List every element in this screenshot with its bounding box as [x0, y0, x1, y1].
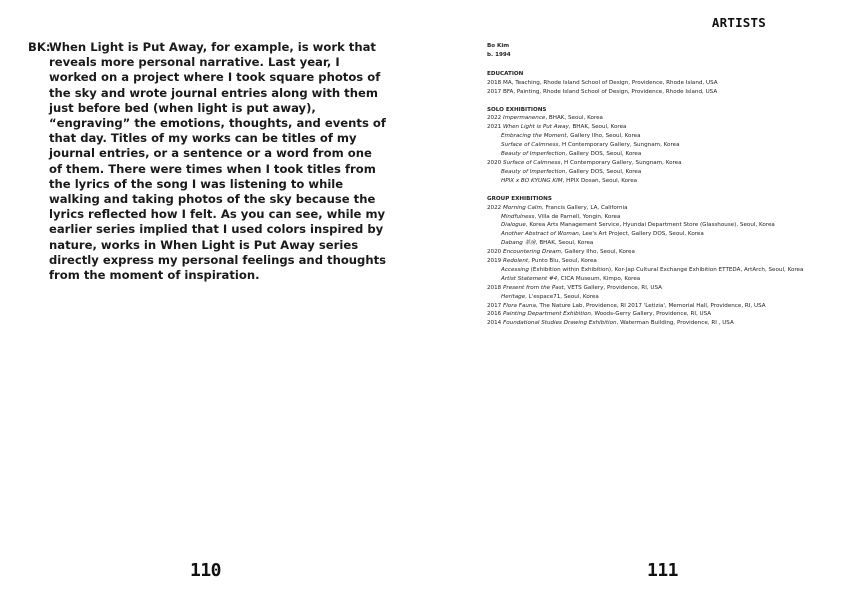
exhibition-entry: [487, 132, 863, 141]
page-number-left: 110: [190, 560, 222, 581]
exhibition-entry: [487, 213, 863, 222]
artist-birth: b. 1994: [487, 51, 511, 58]
exhibition-details: , VETS Gallery, Providence, RI, USA: [563, 284, 662, 291]
exhibition-details: (Exhibition within Exhibition), Kor-Jap Cultural Exchange Exhibition ETTEDA, ArtArch, Seoul, Korea: [528, 266, 804, 273]
exhibition-entry: [487, 284, 863, 293]
section-header: ARTISTS: [711, 15, 766, 30]
exhibition-title: Mindfulness: [501, 213, 535, 220]
exhibition-title: Another Abstract of Woman: [501, 231, 579, 238]
exhibition-year: 2019: [487, 258, 502, 265]
exhibition-title: Heritage: [501, 293, 526, 300]
exhibition-details: , Lee's Art Project, Gallery DOS, Seoul, Korea: [578, 231, 704, 238]
education-heading: EDUCATION: [487, 70, 524, 77]
exhibition-title: Dialogue: [501, 222, 526, 229]
exhibition-title: When Light is Put Away: [503, 124, 569, 131]
exhibition-entry: [487, 141, 863, 150]
exhibition-entry: [487, 319, 863, 328]
exhibition-title: Morning Calm: [503, 204, 542, 211]
exhibition-title: Surface of Calmness: [501, 142, 559, 149]
exhibition-entry: [487, 310, 863, 319]
exhibition-title: Accessing: [501, 266, 529, 273]
exhibition-title: Beauty of Imperfection: [501, 168, 566, 175]
exhibition-entry: [487, 159, 863, 168]
exhibition-details: , BHAK, Seoul, Korea: [545, 115, 603, 122]
exhibition-entry: [487, 230, 863, 239]
exhibition-details: , L'espace71, Seoul, Korea: [525, 293, 599, 300]
education-entry: 2017 BFA, Painting, Rhode Island School of Design, Providence, Rhode Island, USA: [487, 88, 718, 95]
exhibition-details: , Gallery Ilho, Seoul, Korea: [561, 249, 635, 256]
group-exhibitions-heading: GROUP EXHIBITIONS: [487, 195, 552, 202]
page-number-right: 111: [647, 560, 679, 581]
exhibition-year: 2016: [487, 311, 502, 318]
exhibition-entry: [487, 150, 863, 159]
exhibition-title: Encountering Dream: [503, 249, 561, 256]
solo-exhibitions-heading: SOLO EXHIBITIONS: [487, 106, 547, 113]
exhibition-year: 2020: [487, 249, 502, 256]
exhibition-title: Impermanence: [503, 115, 546, 122]
exhibition-entry: [487, 177, 863, 186]
exhibition-details: , H Contemporary Gallery, Sungnam, Korea: [558, 142, 680, 149]
exhibition-details: , BHAK, Seoul, Korea: [535, 240, 594, 247]
interview-block: [28, 40, 388, 283]
exhibition-year: 2020: [487, 159, 502, 166]
exhibition-entry: [487, 266, 863, 275]
exhibition-title: Surface of Calmness: [503, 159, 561, 166]
exhibition-title: HPIX x BO KYUNG KIM: [501, 177, 563, 184]
exhibition-entry: [487, 114, 863, 123]
interview-answer: When Light is Put Away, for example, is work that reveals more personal narrative. Last year, I worked on a project where I took square photos of the sky and wrote journal entries along with them just before bed (when light is put away), “engraving” the emotions, thoughts, and events of that day. Titles of my works can be titles of my journal entries, or a sentence or a word from one of them. There were times when I took titles from the lyrics of the song I was listening to while walking and taking photos of the sky because the lyrics reflected how I felt. As you can see, while my earlier series implied that I used colors inspired by nature, works in When Light is Put Away series directly express my personal feelings and thoughts from the moment of inspiration.: [49, 40, 387, 283]
exhibition-entry: [487, 275, 863, 284]
exhibition-year: 2017: [487, 302, 502, 309]
group-exhibitions-list: [487, 204, 863, 329]
exhibition-entry: [487, 168, 863, 177]
exhibition-entry: [487, 221, 863, 230]
exhibition-year: 2022: [487, 115, 502, 122]
exhibition-title: Painting Department Exhibition: [503, 311, 591, 318]
exhibition-details: , Gallery Ilho, Seoul, Korea: [566, 133, 641, 140]
exhibition-title: Foundational Studies Drawing Exhibition: [503, 320, 617, 327]
exhibition-details: , Gallery DOS, Seoul, Korea: [565, 168, 642, 175]
solo-exhibitions-list: [487, 114, 863, 185]
exhibition-entry: [487, 204, 863, 213]
exhibition-details: , Francis Gallery, LA, California: [541, 204, 628, 211]
exhibition-entry: [487, 293, 863, 302]
exhibition-details: , CICA Museum, Kimpo, Korea: [557, 275, 641, 282]
exhibition-details: , Korea Arts Management Service, Hyundai Department Store (Glasshouse), Seoul, Korea: [525, 222, 775, 229]
exhibition-details: , H Contemporary Gallery, Sungnam, Korea: [560, 159, 682, 166]
exhibition-details: , The Nature Lab, Providence, RI 2017 'Letizia', Memorial Hall, Providence, RI, USA: [535, 302, 766, 309]
exhibition-entry: [487, 302, 863, 311]
exhibition-details: , Punto Blu, Seoul, Korea: [528, 258, 597, 265]
exhibition-title: Redolent: [503, 258, 529, 265]
exhibition-entry: [487, 239, 863, 248]
exhibition-title: Present from the Past: [503, 284, 564, 291]
exhibition-title: Beauty of Imperfection: [501, 151, 566, 158]
exhibition-year: 2018: [487, 284, 502, 291]
exhibition-details: , BHAK, Seoul, Korea: [568, 124, 627, 131]
exhibition-year: 2014: [487, 320, 502, 327]
education-entry: 2018 MA, Teaching, Rhode Island School of Design, Providence, Rhode Island, USA: [487, 79, 718, 86]
exhibition-entry: [487, 248, 863, 257]
exhibition-entry: [487, 123, 863, 132]
exhibition-title: Artist Statement #4: [501, 275, 558, 282]
exhibition-details: , HPIX Dosan, Seoul, Korea: [562, 177, 638, 184]
exhibition-details: , Gallery DOS, Seoul, Korea: [565, 151, 642, 158]
artist-name: Bo Kim: [487, 43, 510, 49]
exhibition-title: Embracing the Moment: [501, 133, 567, 140]
exhibition-year: 2021: [487, 124, 502, 131]
exhibition-details: , Woods-Gerry Gallery, Providence, RI, USA: [590, 311, 712, 318]
exhibition-details: , Villa de Parnell, Yongin, Korea: [534, 213, 621, 220]
artist-cv: [487, 42, 863, 328]
education-list: [487, 79, 863, 97]
exhibition-details: , Waterman Building, Providence, RI , USA: [616, 320, 734, 327]
exhibition-title: Dabang 茶房: [501, 240, 536, 247]
exhibition-title: Flora Fauna: [503, 302, 536, 309]
left-page: [0, 0, 433, 595]
speaker-label: BK:: [28, 40, 51, 54]
right-page: [433, 0, 867, 595]
exhibition-entry: [487, 257, 863, 266]
exhibition-year: 2022: [487, 204, 502, 211]
